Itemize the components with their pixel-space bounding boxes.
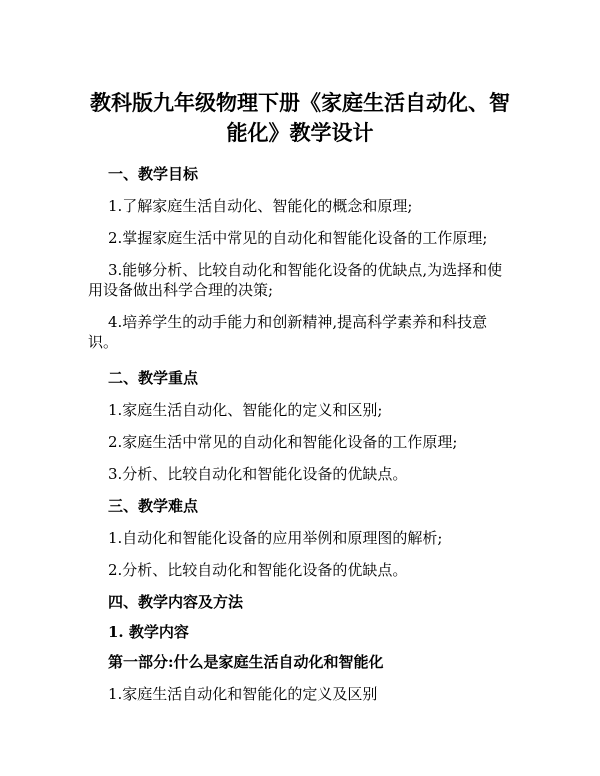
section-heading-difficulties: 三、教学难点 — [108, 497, 199, 515]
section-heading-content: 四、教学内容及方法 — [108, 593, 244, 611]
difficulty-item-1: 1.自动化和智能化设备的应用举例和原理图的解析; — [108, 529, 443, 547]
key-point-item-3: 3.分析、比较自动化和智能化设备的优缺点。 — [108, 465, 408, 483]
content-part-heading: 第一部分:什么是家庭生活自动化和智能化 — [108, 653, 384, 671]
section-heading-goals: 一、教学目标 — [108, 165, 199, 183]
document-title: 教科版九年级物理下册《家庭生活自动化、智能化》教学设计 — [90, 90, 510, 145]
key-point-item-1: 1.家庭生活自动化、智能化的定义和区别; — [108, 401, 383, 419]
difficulty-item-2: 2.分析、比较自动化和智能化设备的优缺点。 — [108, 561, 408, 579]
goal-item-4: 4.培养学生的动手能力和创新精神,提高科学素养和科技意识。 — [88, 313, 488, 351]
key-point-item-2: 2.家庭生活中常见的自动化和智能化设备的工作原理; — [108, 433, 458, 451]
content-item-1: 1.家庭生活自动化和智能化的定义及区别 — [108, 685, 378, 703]
content-sub-heading: 1. 教学内容 — [108, 623, 189, 641]
goal-item-2: 2.掌握家庭生活中常见的自动化和智能化设备的工作原理; — [108, 229, 488, 247]
section-heading-key-points: 二、教学重点 — [108, 369, 199, 387]
goal-item-1: 1.了解家庭生活自动化、智能化的概念和原理; — [108, 197, 413, 215]
goal-item-3: 3.能够分析、比较自动化和智能化设备的优缺点,为选择和使用设备做出科学合理的决策; — [88, 261, 503, 299]
